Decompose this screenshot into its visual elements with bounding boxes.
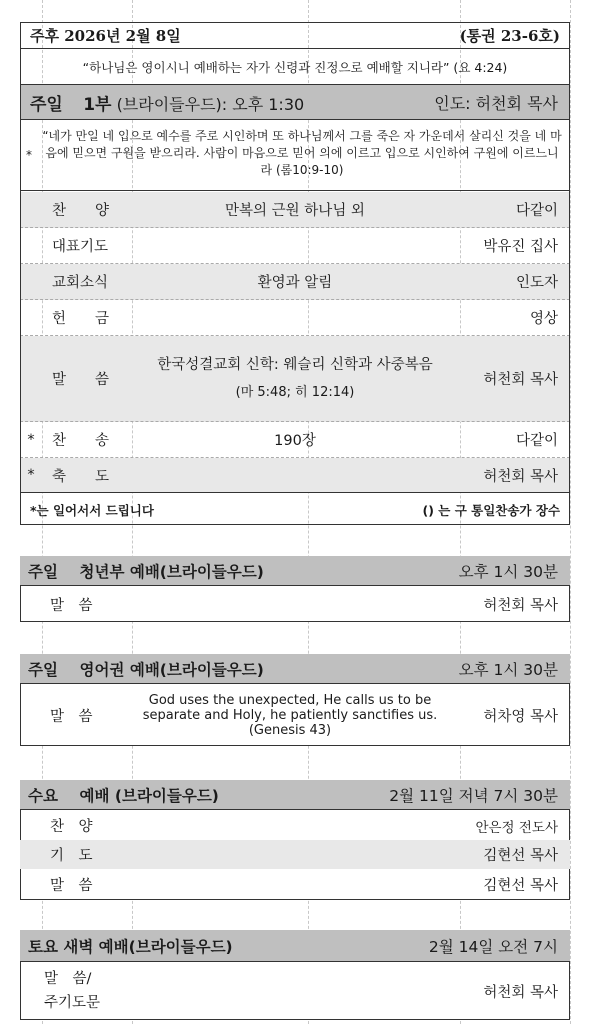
wednesday-service-row [20, 840, 570, 869]
order-person: 김현선 목사 [483, 877, 558, 894]
order-person: 허천회 목사 [483, 984, 558, 1001]
saturday-service-row [20, 963, 570, 1019]
order-label: 말 씀 [50, 877, 93, 894]
service-title: 토요 새벽 예배(브라이들우드) [28, 937, 233, 956]
stand-marker: * [27, 467, 35, 483]
order-row [20, 300, 570, 336]
service-part: 1부 [83, 94, 112, 115]
wednesday-service-row [20, 869, 570, 899]
order-person: 허천회 목사 [483, 372, 558, 388]
order-content: 만복의 근원 하나님 외 [225, 203, 365, 219]
order-label: 축 도 [52, 468, 110, 485]
order-label-line: 주기도문 [44, 995, 101, 1011]
service-time: 오후 1시 30분 [458, 562, 558, 581]
english-service-header [20, 654, 570, 684]
sermon-scripture: (마 5:48; 히 12:14) [235, 384, 355, 400]
stand-marker: * [27, 431, 35, 448]
service-header [20, 85, 570, 120]
order-label: 대표기도 [52, 239, 109, 255]
service-time: 2월 14일 오전 7시 [428, 937, 558, 956]
order-person: 허천회 목사 [483, 468, 558, 485]
order-label: 기 도 [50, 848, 93, 864]
youth-service-header [20, 556, 570, 586]
bulletin-issue: (통권 23-6호) [459, 26, 560, 45]
wednesday-service-row [20, 811, 570, 840]
bulletin-header [20, 22, 570, 49]
service-title: 예배 (브라이들우드) [79, 786, 219, 805]
service-day: 수요 [28, 786, 58, 805]
order-row [20, 228, 570, 264]
order-label: 말 씀 [52, 372, 110, 388]
order-person: 영상 [529, 311, 558, 327]
order-person: 안은정 전도사 [475, 819, 558, 836]
order-label: 말 씀 [50, 597, 93, 614]
order-content: 환영과 알림 [257, 275, 333, 291]
sermon-title: 한국성결교회 신학: 웨슬리 신학과 사중복음 [157, 356, 433, 373]
memory-verse-block [20, 120, 570, 191]
service-leader: 인도: 허천회 목사 [434, 93, 558, 113]
order-label: 헌 금 [52, 311, 110, 327]
order-row [20, 458, 570, 492]
memory-verse: “네가 만일 네 입으로 예수를 주로 시인하며 또 하나님께서 그를 죽은 자 가운데서 살리신 것을 네 마음에 믿으면 구원을 받으리라. 사람이 마음으로 믿어 의에 이르고 입으로 시인하여 구원에 이르느니라 (롬10:9-10) [42, 129, 562, 177]
sermon-title: God uses the unexpected, He calls us to be separate and Holy, he patiently sanctifies us. (Genesis 43) [142, 692, 438, 738]
order-row [20, 422, 570, 458]
order-person: 인도자 [515, 275, 558, 291]
hymnal-note: () 는 구 통일찬송가 장수 [422, 502, 560, 518]
order-person: 다같이 [515, 203, 558, 219]
order-label [20, 967, 132, 1015]
bulletin-footnote [20, 492, 570, 526]
english-service-row [20, 685, 570, 745]
order-row [20, 192, 570, 228]
service-location-time: (브라이들우드): 오후 1:30 [116, 94, 305, 114]
service-time: 오후 1시 30분 [458, 660, 558, 679]
service-day: 주일 [30, 94, 63, 115]
service-title: 영어권 예배(브라이들우드) [79, 660, 264, 679]
sermon-content [142, 351, 448, 407]
order-row-sermon [20, 336, 570, 422]
order-content: 190장 [274, 433, 316, 449]
service-day: 주일 [28, 660, 58, 679]
stand-marker: * [26, 148, 32, 162]
youth-service-row [20, 587, 570, 621]
order-person: 김현선 목사 [483, 848, 558, 864]
order-label-line: 말 씀/ [44, 971, 92, 987]
order-person: 허천회 목사 [483, 597, 558, 614]
service-title: 청년부 예배(브라이들우드) [79, 562, 264, 581]
theme-verse: “하나님은 영이시니 예배하는 자가 신령과 진정으로 예배할 지니라” (요 4:24) [20, 50, 570, 85]
order-label: 찬 양 [52, 203, 110, 219]
order-person: 다같이 [515, 433, 558, 449]
order-label: 교회소식 [52, 275, 109, 291]
order-row [20, 264, 570, 300]
order-person: 박유진 집사 [483, 239, 558, 255]
stand-note: *는 일어서서 드립니다 [30, 502, 154, 518]
guide-line [570, 0, 571, 1024]
wednesday-service-header [20, 780, 570, 810]
order-label: 말 씀 [50, 708, 93, 725]
bulletin-date: 주후 2026년 2월 8일 [30, 26, 181, 45]
order-label: 찬 양 [50, 819, 93, 835]
service-day: 주일 [28, 562, 58, 581]
order-person: 허차영 목사 [483, 708, 558, 725]
service-time: 2월 11일 저녁 7시 30분 [389, 786, 558, 805]
saturday-service-header [20, 930, 570, 962]
order-label: 찬 송 [52, 433, 110, 449]
